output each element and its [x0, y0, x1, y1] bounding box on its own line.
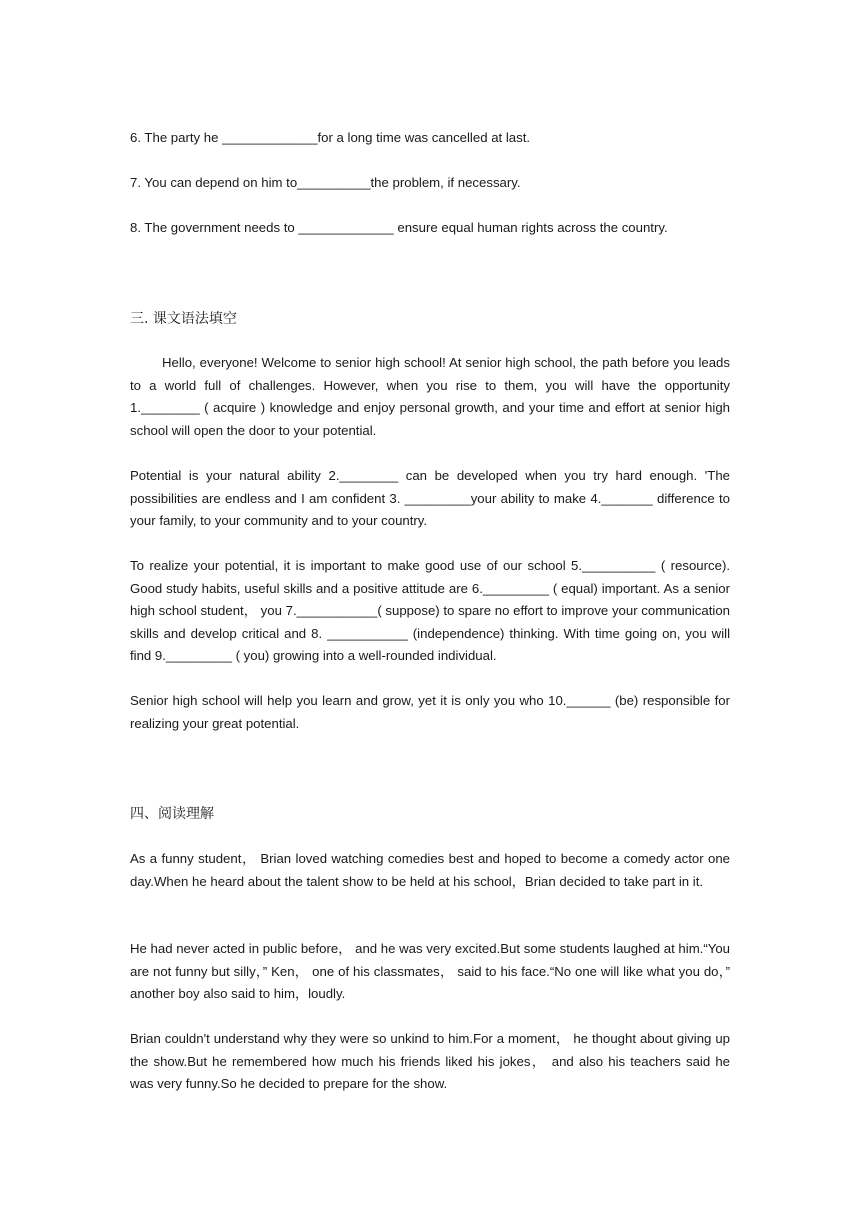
- section-3-heading: 三. 课文语法填空: [130, 311, 237, 327]
- vocab-question-6: 6. The party he _____________for a long time was cancelled at last.: [130, 130, 531, 145]
- grammar-paragraph-4: Senior high school will help you learn and grow, yet it is only you who 10.______ (be) responsible for realizing your great potential.: [130, 693, 730, 731]
- grammar-paragraph-3: To realize your potential, it is important to make good use of our school 5.__________ ( resource). Good study habits, useful skills and a positive attitude are 6._________ ( equal) important. As a senior high school student， you 7.___________( suppose) to spare no effort to improve your communication skills and develop critical and 8. ___________ (independence) thinking. With time going on, you will find 9._________ ( you) growing into a well-rounded individual.: [130, 558, 730, 664]
- section-4-heading: 四、阅读理解: [130, 806, 214, 822]
- grammar-paragraph-1: Hello, everyone! Welcome to senior high school! At senior high school, the path before you leads to a world full of challenges. However, when you rise to them, you will have the opportunity 1.________ ( acquire ) knowledge and enjoy personal growth, and your time and effort at senior high school will open the door to your potential.: [130, 355, 730, 438]
- reading-paragraph-2: He had never acted in public before， and he was very excited.But some students laughed at him.“You are not funny but silly，” Ken， one of his classmates， said to his face.“No one will like what you do，” another boy also said to him，loudly.: [130, 941, 730, 1002]
- vocab-question-7: 7. You can depend on him to__________the problem, if necessary.: [130, 175, 521, 190]
- vocab-question-8: 8. The government needs to _____________ ensure equal human rights across the country.: [130, 220, 668, 235]
- grammar-paragraph-2: Potential is your natural ability 2.________ can be developed when you try hard enough. 'The possibilities are endless and I am confident 3. _________your ability to make 4._______ difference to your family, to your community and to your country.: [130, 468, 730, 529]
- reading-paragraph-3: Brian couldn't understand why they were so unkind to him.For a moment， he thought about giving up the show.But he remembered how much his friends liked his jokes， and also his teachers said he was very funny.So he decided to prepare for the show.: [130, 1031, 730, 1092]
- reading-paragraph-1: As a funny student， Brian loved watching comedies best and hoped to become a comedy actor one day.When he heard about the talent show to be held at his school，Brian decided to take part in it.: [130, 851, 730, 889]
